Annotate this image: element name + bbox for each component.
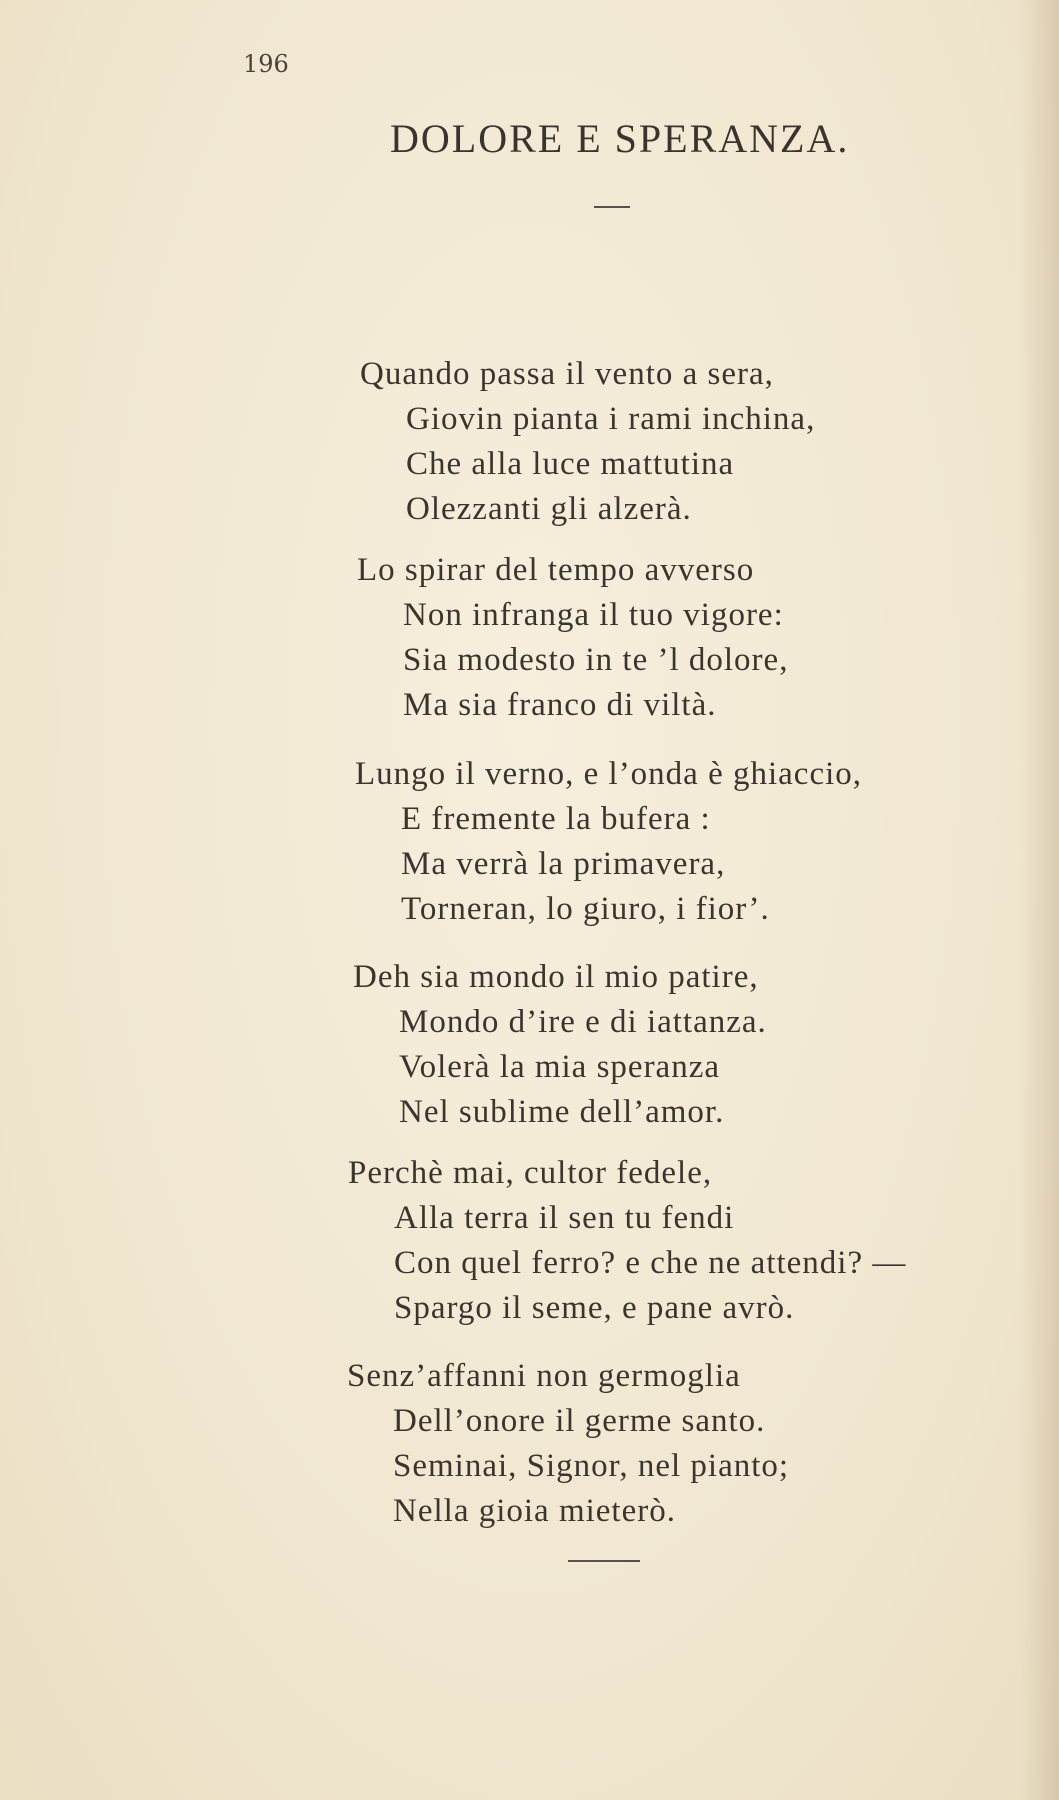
stanza-3 [355, 752, 862, 932]
stanza-4 [353, 955, 767, 1135]
end-rule [568, 1560, 640, 1562]
verse-line: Che alla luce mattutina [406, 446, 735, 482]
verse-line: Con quel ferro? e che ne attendi? — [394, 1245, 907, 1281]
stanza-1 [360, 352, 815, 532]
verse-line: Sia modesto in te ’l dolore, [403, 642, 789, 678]
verse-line: Dell’onore il germe santo. [393, 1403, 766, 1439]
poem-title: DOLORE E SPERANZA. [390, 116, 850, 161]
verse-line: Senz’affanni non germoglia [347, 1358, 741, 1394]
verse-line: Non infranga il tuo vigore: [403, 597, 784, 633]
stanza-2 [357, 548, 788, 728]
verse-line: Volerà la mia speranza [399, 1049, 720, 1085]
verse-line: Seminai, Signor, nel pianto; [393, 1448, 790, 1484]
verse-line: Deh sia mondo il mio patire, [353, 959, 759, 995]
verse-line: Ma sia franco di viltà. [403, 687, 717, 723]
verse-line: Perchè mai, cultor fedele, [348, 1155, 713, 1191]
verse-line: Mondo d’ire e di iattanza. [399, 1004, 767, 1040]
verse-line: Lo spirar del tempo avverso [357, 552, 755, 588]
verse-line: Giovin pianta i rami inchina, [406, 401, 816, 437]
verse-line: Olezzanti gli alzerà. [406, 491, 692, 527]
title-rule [594, 206, 630, 208]
verse-line: Nel sublime dell’amor. [399, 1094, 725, 1130]
stanza-5 [348, 1151, 906, 1331]
verse-line: Spargo il seme, e pane avrò. [394, 1290, 795, 1326]
verse-line: Torneran, lo giuro, i fior’. [401, 891, 770, 927]
verse-line: Lungo il verno, e l’onda è ghiaccio, [355, 756, 863, 792]
verse-line: Quando passa il vento a sera, [360, 356, 774, 392]
page-edge-shadow [1019, 0, 1059, 1800]
verse-line: Nella gioia mieterò. [393, 1493, 676, 1529]
verse-line: Alla terra il sen tu fendi [394, 1200, 735, 1236]
page-number: 196 [243, 50, 289, 78]
verse-line: Ma verrà la primavera, [401, 846, 726, 882]
stanza-6 [347, 1354, 789, 1534]
verse-line: E fremente la bufera : [401, 801, 711, 837]
